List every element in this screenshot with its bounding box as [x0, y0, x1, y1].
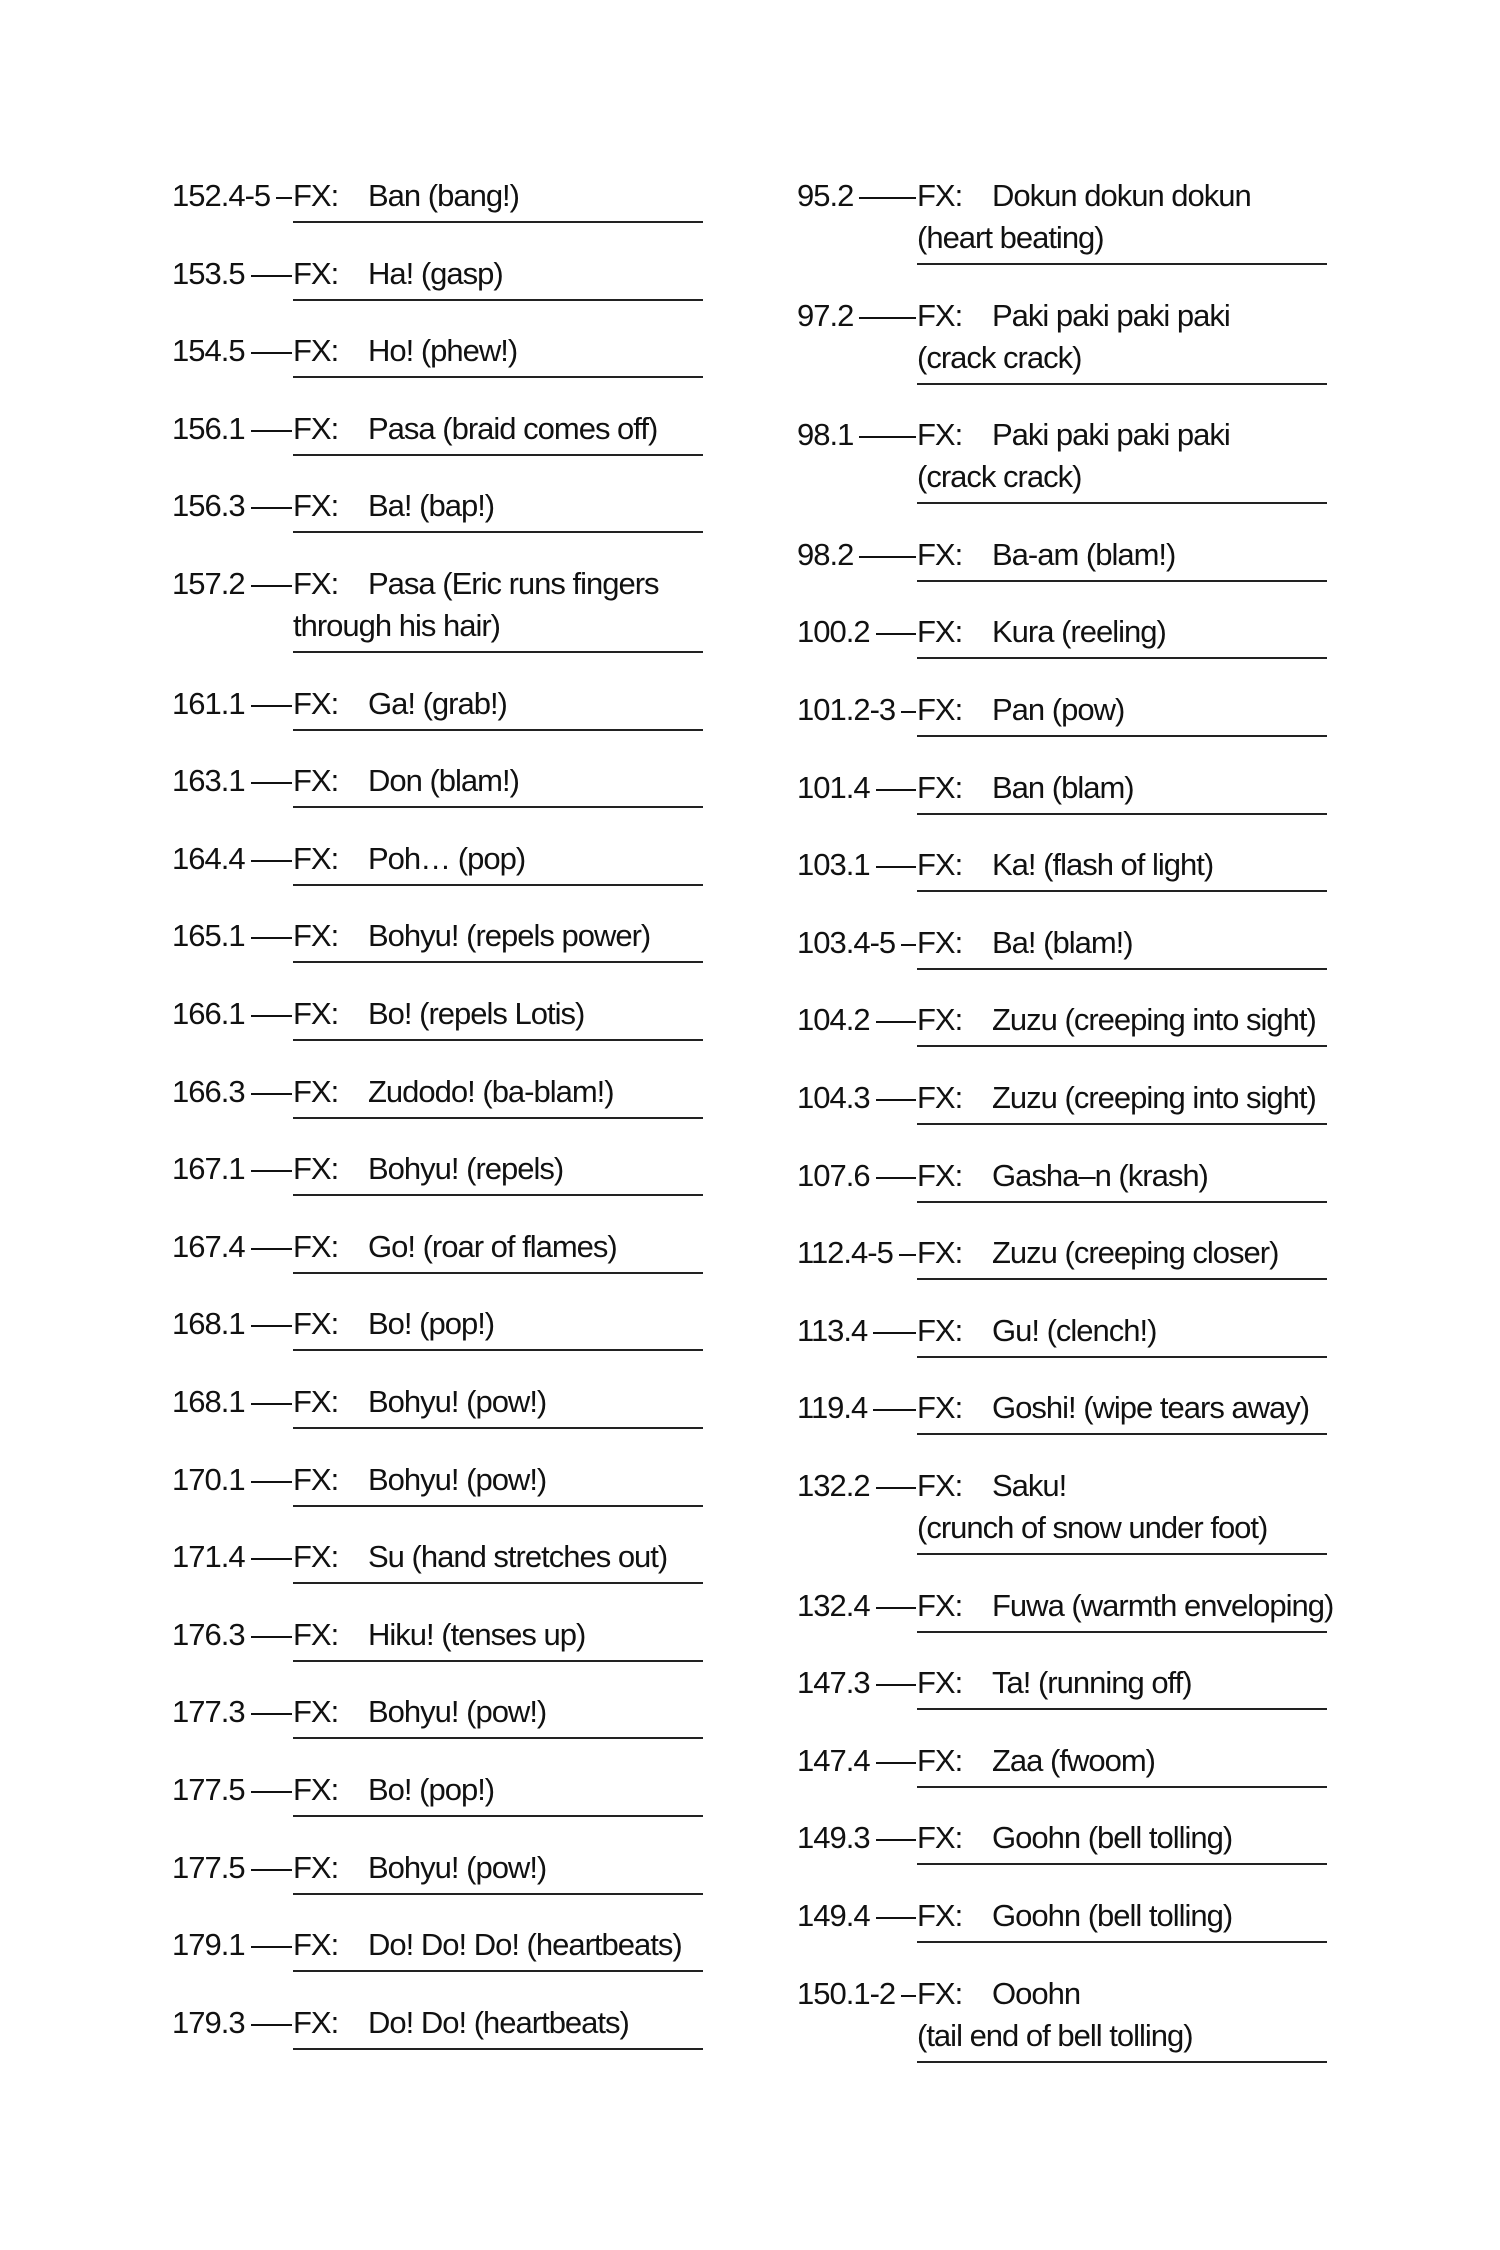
fx-translation-continued: (crunch of snow under foot): [917, 1510, 1268, 1545]
leader-dash: [876, 1177, 916, 1179]
fx-label: FX:: [917, 1820, 963, 1856]
fx-translation: Kura (reeling): [992, 614, 1166, 650]
fx-label: FX:: [293, 1461, 339, 1497]
fx-translation: Paki paki paki paki: [992, 297, 1230, 333]
page-panel-ref: 97.2: [797, 297, 854, 333]
fx-entry: [0, 414, 1500, 495]
leader-dash: [859, 317, 916, 319]
fx-label: FX:: [293, 763, 339, 799]
fx-translation: Do! Do! Do! (heartbeats): [368, 1927, 682, 1963]
page-panel-ref: 101.4: [797, 769, 870, 805]
fx-label: FX:: [917, 1665, 963, 1701]
page-panel-ref: 161.1: [172, 685, 245, 721]
page-panel-ref: 170.1: [172, 1461, 245, 1497]
fx-label: FX:: [293, 1616, 339, 1652]
fx-label: FX:: [293, 488, 339, 524]
fx-label: FX:: [293, 178, 339, 213]
page-panel-ref: 101.2-3: [797, 692, 896, 727]
fx-entry: [0, 1585, 1500, 1651]
fx-translation: Gu! (clench!): [992, 1312, 1157, 1348]
fx-translation: Ho! (phew!): [368, 333, 518, 369]
fx-label: FX:: [917, 1002, 963, 1038]
entry-underline: [293, 376, 703, 378]
entry-underline: [917, 1433, 1327, 1435]
fx-translation: Zuzu (creeping into sight): [992, 1002, 1316, 1038]
page-panel-ref: 149.4: [797, 1898, 870, 1933]
leader-dash: [251, 275, 292, 277]
fx-label: FX:: [917, 692, 963, 727]
leader-dash: [901, 944, 916, 946]
entry-underline: [917, 813, 1327, 815]
fx-translation: Hiku! (tenses up): [368, 1616, 586, 1652]
fx-translation: Bohyu! (pow!): [368, 1461, 547, 1497]
page-panel-ref: 100.2: [797, 614, 870, 650]
leader-dash: [876, 633, 916, 635]
fx-translation-continued: (tail end of bell tolling): [917, 2017, 1193, 2053]
fx-entry: [0, 1973, 1500, 2053]
entry-underline: [917, 502, 1327, 504]
fx-label: FX:: [917, 614, 963, 650]
leader-dash: [876, 1021, 916, 1023]
entry-underline: [917, 1786, 1327, 1788]
fx-label: FX:: [293, 840, 339, 876]
leader-dash: [901, 711, 916, 713]
entry-underline: [917, 1123, 1327, 1125]
page-panel-ref: 168.1: [172, 1306, 245, 1342]
leader-dash: [876, 1684, 916, 1686]
fx-translation: Ta! (running off): [992, 1665, 1192, 1701]
fx-translation: Ba! (bap!): [368, 488, 495, 524]
fx-label: FX:: [293, 1151, 339, 1187]
fx-translation: Pan (pow): [992, 692, 1125, 727]
fx-label: FX:: [917, 924, 963, 960]
fx-translation-continued: (crack crack): [917, 459, 1082, 495]
page-panel-ref: 177.5: [172, 1772, 245, 1807]
fx-translation: Bohyu! (pow!): [368, 1849, 547, 1885]
leader-dash: [859, 436, 916, 438]
fx-label: FX:: [293, 255, 339, 291]
fx-label: FX:: [917, 1080, 963, 1115]
fx-translation: Ban (bang!): [368, 178, 519, 213]
page-panel-ref: 166.1: [172, 996, 245, 1031]
fx-entry: [0, 175, 1500, 255]
entry-underline: [917, 1045, 1327, 1047]
leader-dash: [876, 1917, 916, 1919]
page-panel-ref: 153.5: [172, 255, 245, 291]
page-panel-ref: 113.4: [797, 1312, 868, 1348]
entry-underline: [917, 1201, 1327, 1203]
fx-translation: Ba-am (blam!): [992, 536, 1176, 572]
fx-entry: [0, 1232, 1500, 1298]
page-panel-ref: 112.4-5: [797, 1235, 893, 1271]
page-panel-ref: 104.3: [797, 1080, 870, 1115]
fx-label: FX:: [293, 685, 339, 721]
leader-dash: [876, 866, 916, 868]
fx-translation: Gasha–n (krash): [992, 1157, 1208, 1193]
entry-underline: [917, 2061, 1327, 2063]
fx-entry: [0, 844, 1500, 910]
fx-translation: Goohn (bell tolling): [992, 1898, 1233, 1933]
page-panel-ref: 168.1: [172, 1384, 245, 1419]
fx-label: FX:: [917, 1468, 963, 1503]
fx-label: FX:: [917, 1898, 963, 1933]
fx-entry: [0, 1155, 1500, 1221]
fx-label: FX:: [293, 996, 339, 1031]
fx-label: FX:: [293, 918, 339, 954]
fx-translation: Bohyu! (repels power): [368, 918, 651, 954]
fx-translation: Pasa (braid comes off): [368, 410, 658, 446]
entry-underline: [917, 580, 1327, 582]
fx-entry: [0, 1662, 1500, 1728]
fx-label: FX:: [917, 769, 963, 805]
fx-entry: [0, 611, 1500, 677]
fx-entry: [0, 1077, 1500, 1143]
fx-entry: [0, 295, 1500, 375]
fx-translation-continued: through his hair): [293, 608, 501, 643]
fx-label: FX:: [293, 1384, 339, 1419]
fx-entry: [0, 1817, 1500, 1883]
fx-translation: Bo! (pop!): [368, 1772, 495, 1807]
page-panel-ref: 179.1: [172, 1927, 245, 1963]
fx-label: FX:: [293, 566, 339, 601]
fx-translation: Ha! (gasp): [368, 255, 503, 291]
entry-underline: [917, 383, 1327, 385]
fx-label: FX:: [293, 1073, 339, 1109]
fx-translation: Ooohn: [992, 1975, 1081, 2011]
fx-label: FX:: [293, 333, 339, 369]
fx-translation: Bohyu! (pow!): [368, 1384, 547, 1419]
leader-dash: [876, 1839, 916, 1841]
fx-translation: Pasa (Eric runs fingers: [368, 566, 659, 601]
fx-translation-continued: (crack crack): [917, 339, 1082, 375]
fx-translation: Bo! (repels Lotis): [368, 996, 585, 1031]
page-panel-ref: 163.1: [172, 763, 245, 799]
fx-entry: [0, 767, 1500, 833]
fx-translation: Ba! (blam!): [992, 924, 1133, 960]
page-panel-ref: 149.3: [797, 1820, 870, 1856]
fx-translation: Do! Do! (heartbeats): [368, 2004, 629, 2040]
fx-label: FX:: [917, 297, 963, 333]
fx-label: FX:: [917, 1587, 963, 1623]
entry-underline: [917, 263, 1327, 265]
fx-label: FX:: [293, 410, 339, 446]
leader-dash: [876, 1099, 916, 1101]
fx-label: FX:: [917, 178, 963, 213]
fx-label: FX:: [293, 2004, 339, 2040]
page-panel-ref: 167.4: [172, 1228, 245, 1264]
fx-label: FX:: [293, 1539, 339, 1575]
page-panel-ref: 95.2: [797, 178, 854, 213]
fx-translation: Zuzu (creeping into sight): [992, 1080, 1316, 1115]
fx-label: FX:: [917, 1157, 963, 1193]
fx-label: FX:: [293, 1772, 339, 1807]
fx-label: FX:: [917, 1975, 963, 2011]
leader-dash: [876, 1607, 916, 1609]
page-panel-ref: 132.4: [797, 1587, 870, 1623]
fx-label: FX:: [293, 1927, 339, 1963]
fx-translation: Fuwa (warmth enveloping): [992, 1587, 1334, 1623]
fx-translation: Saku!: [992, 1468, 1067, 1503]
page-panel-ref: 103.4-5: [797, 924, 896, 960]
entry-underline: [917, 1278, 1327, 1280]
entry-underline: [917, 735, 1327, 737]
page-panel-ref: 132.2: [797, 1468, 870, 1503]
page-panel-ref: 147.4: [797, 1742, 870, 1778]
entry-underline: [917, 1553, 1327, 1555]
leader-dash: [859, 556, 916, 558]
page-panel-ref: 167.1: [172, 1151, 245, 1187]
page-panel-ref: 154.5: [172, 333, 245, 369]
entry-underline: [917, 890, 1327, 892]
page-panel-ref: 165.1: [172, 918, 245, 954]
fx-entry: [0, 1895, 1500, 1961]
entry-underline: [293, 2048, 703, 2050]
fx-label: FX:: [917, 1235, 963, 1271]
fx-translation: Bo! (pop!): [368, 1306, 495, 1342]
page-panel-ref: 98.1: [797, 417, 854, 453]
entry-underline: [917, 1631, 1327, 1633]
fx-entry: [0, 1387, 1500, 1453]
leader-dash: [251, 507, 292, 509]
fx-label: FX:: [293, 1849, 339, 1885]
entry-underline: [917, 1941, 1327, 1943]
fx-translation: Goohn (bell tolling): [992, 1820, 1233, 1856]
page-panel-ref: 98.2: [797, 536, 854, 572]
page-panel-ref: 104.2: [797, 1002, 870, 1038]
page-panel-ref: 177.5: [172, 1849, 245, 1885]
fx-label: FX:: [293, 1694, 339, 1730]
fx-translation: Ka! (flash of light): [992, 847, 1214, 883]
entry-underline: [917, 1708, 1327, 1710]
fx-label: FX:: [917, 1390, 963, 1426]
fx-label: FX:: [917, 1742, 963, 1778]
fx-entry: [0, 1740, 1500, 1806]
fx-translation: Poh… (pop): [368, 840, 526, 876]
page-panel-ref: 166.3: [172, 1073, 245, 1109]
page-panel-ref: 157.2: [172, 566, 245, 601]
fx-entry: [0, 922, 1500, 988]
page-panel-ref: 119.4: [797, 1390, 868, 1426]
leader-dash: [901, 1995, 916, 1997]
fx-entry: [0, 534, 1500, 600]
leader-dash: [899, 1254, 916, 1256]
fx-translation-continued: (heart beating): [917, 220, 1104, 255]
entry-underline: [917, 1863, 1327, 1865]
page-panel-ref: 156.1: [172, 410, 245, 446]
page-panel-ref: 176.3: [172, 1616, 245, 1652]
fx-translation: Dokun dokun dokun: [992, 178, 1251, 213]
fx-translation: Bohyu! (repels): [368, 1151, 564, 1187]
leader-dash: [251, 1558, 292, 1560]
entry-underline: [917, 1356, 1327, 1358]
fx-translation: Zuzu (creeping closer): [992, 1235, 1279, 1271]
fx-translation: Ga! (grab!): [368, 685, 507, 721]
leader-dash: [859, 197, 916, 199]
page-panel-ref: 171.4: [172, 1539, 245, 1575]
page-panel-ref: 107.6: [797, 1157, 870, 1193]
leader-dash: [873, 1332, 916, 1334]
fx-label: FX:: [917, 417, 963, 453]
fx-translation: Ban (blam): [992, 769, 1134, 805]
page-panel-ref: 150.1-2: [797, 1975, 896, 2011]
leader-dash: [873, 1409, 916, 1411]
fx-label: FX:: [917, 1312, 963, 1348]
fx-label: FX:: [293, 1228, 339, 1264]
fx-translation: Bohyu! (pow!): [368, 1694, 547, 1730]
fx-label: FX:: [917, 847, 963, 883]
fx-translation: Zaa (fwoom): [992, 1742, 1155, 1778]
leader-dash: [876, 789, 916, 791]
leader-dash: [876, 1487, 916, 1489]
fx-entry: [0, 689, 1500, 755]
fx-entry: [0, 999, 1500, 1065]
fx-translation: Su (hand stretches out): [368, 1539, 668, 1575]
fx-translation: Goshi! (wipe tears away): [992, 1390, 1310, 1426]
fx-translation: Don (blam!): [368, 763, 519, 799]
fx-entry: [0, 1465, 1500, 1545]
page-panel-ref: 177.3: [172, 1694, 245, 1730]
page-panel-ref: 179.3: [172, 2004, 245, 2040]
fx-entry: [0, 1310, 1500, 1376]
page-panel-ref: 147.3: [797, 1665, 870, 1701]
entry-underline: [917, 968, 1327, 970]
fx-translation: Go! (roar of flames): [368, 1228, 617, 1264]
page-panel-ref: 164.4: [172, 840, 245, 876]
page-panel-ref: 103.1: [797, 847, 870, 883]
fx-label: FX:: [293, 1306, 339, 1342]
entry-underline: [917, 657, 1327, 659]
page-panel-ref: 156.3: [172, 488, 245, 524]
page-panel-ref: 152.4-5: [172, 178, 271, 213]
fx-label: FX:: [917, 536, 963, 572]
leader-dash: [876, 1762, 916, 1764]
fx-translation: Zudodo! (ba-blam!): [368, 1073, 614, 1109]
fx-translation: Paki paki paki paki: [992, 417, 1230, 453]
